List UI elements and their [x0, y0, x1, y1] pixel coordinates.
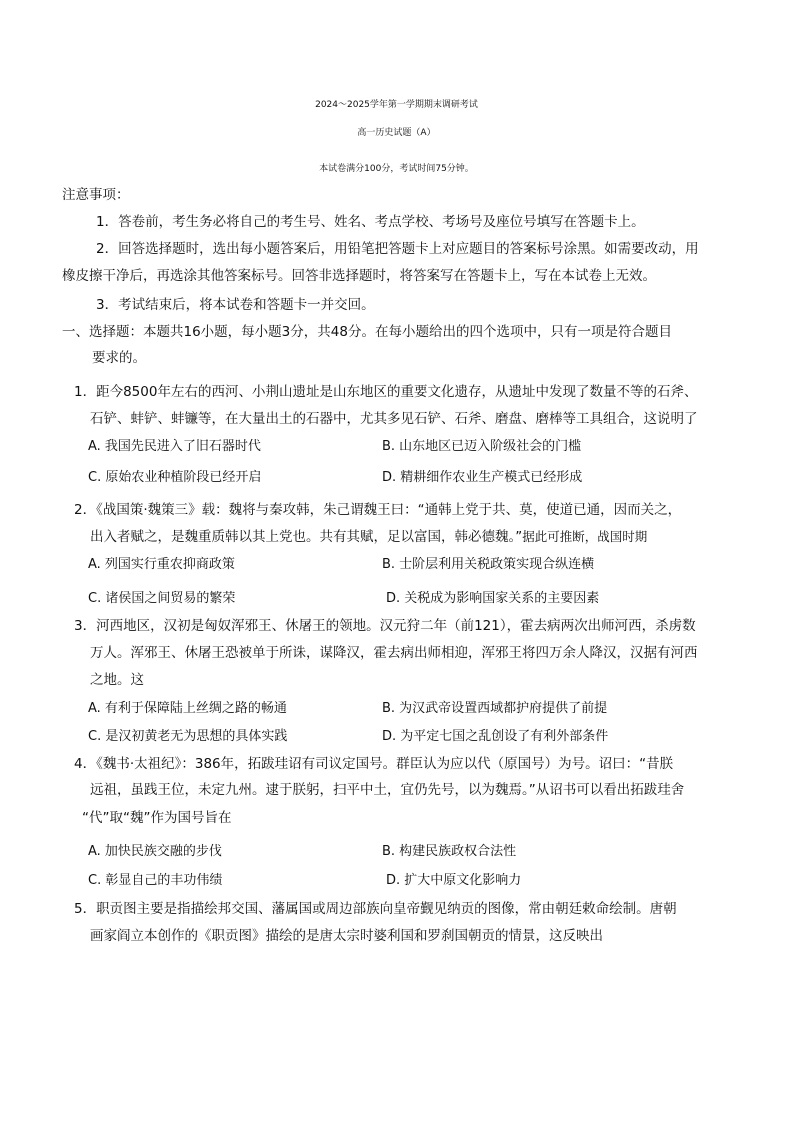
- q2-option-d: D. 关税成为影响国家关系的主要因素: [386, 591, 600, 606]
- section-1-line-2: 要求的。: [92, 350, 146, 366]
- q5-line-1: 5．职贡图主要是指描绘邦交国、藩属国或周边部族向皇帝觐见纳贡的图像，常由朝廷敕命绘制。唐朝: [74, 901, 677, 917]
- q4-line-3: “代”取“魏”作为国号旨在: [82, 810, 232, 826]
- q2-line-1: 2．《战国策·魏策三》载：魏将与秦攻韩，朱己谓魏王曰：“通韩上党于共、莫，使道已通，因而关之，: [74, 502, 682, 518]
- note-item-1: 1．答卷前，考生务必将自己的考生号、姓名、考点学校、考场号及座位号填写在答题卡上。: [96, 214, 645, 230]
- q1-line-1: 1．距今8500年左右的西河、小荆山遗址是山东地区的重要文化遗存，从遗址中发现了数量不等的石斧、: [74, 384, 698, 400]
- q4-option-b: B. 构建民族政权合法性: [382, 844, 517, 859]
- q4-option-d: D. 扩大中原文化影响力: [386, 873, 522, 888]
- q2-option-c: C. 诸侯国之间贸易的繁荣: [88, 591, 236, 606]
- note-item-2-line-1: 2．回答选择题时，选出每小题答案后，用铅笔把答题卡上对应题目的答案标号涂黑。如需要改动，用: [96, 241, 699, 257]
- q2-option-a: A. 列国实行重农抑商政策: [88, 557, 235, 572]
- q1-option-c: C. 原始农业种植阶段已经开启: [88, 470, 262, 485]
- q1-option-d: D. 精耕细作农业生产模式已经形成: [382, 470, 583, 485]
- q3-line-1: 3．河西地区，汉初是匈奴浑邪王、休屠王的领地。汉元狩二年（前121），霍去病两次出师河西，杀虏数: [74, 618, 696, 634]
- q3-option-c: C. 是汉初黄老无为思想的具体实践: [88, 729, 288, 744]
- q2-line-2-main: 出入者赋之，是魏重质韩以其上党也。共有其赋，足以富国，韩必德魏。”: [90, 529, 523, 545]
- note-item-2-line-2: 橡皮擦干净后，再选涂其他答案标号。回答非选择题时，将答案写在答题卡上，写在本试卷上无效。: [62, 268, 656, 284]
- q4-line-2: 远祖，虽践王位，未定九州。逮于朕躬，扫平中土，宜仍先号，以为魏焉。”从诏书可以看出拓跋珪舍: [90, 782, 685, 798]
- note-item-3: 3．考试结束后，将本试卷和答题卡一并交回。: [96, 297, 375, 313]
- q4-line-1: 4．《魏书·太祖纪》：386年，拓跋珪诏有司议定国号。群臣认为应以代（原国号）为号。诏曰：“昔朕: [74, 756, 674, 772]
- q3-line-2: 万人。浑邪王、休屠王恐被单于所诛，谋降汉，霍去病出师相迎，浑邪王将四万余人降汉，汉据有河西: [90, 645, 698, 661]
- q1-option-b: B. 山东地区已迈入阶级社会的门槛: [382, 439, 582, 454]
- q1-option-a: A. 我国先民进入了旧石器时代: [88, 439, 261, 454]
- exam-title: 2024～2025学年第一学期期末调研考试: [315, 100, 478, 110]
- q3-option-a: A. 有利于保障陆上丝绸之路的畅通: [88, 701, 287, 716]
- q2-line-2: [90, 528, 647, 546]
- q2-option-b: B. 士阶层利用关税政策实现合纵连横: [382, 557, 595, 572]
- q1-line-2: 石铲、蚌铲、蚌镰等，在大量出土的石器中，尤其多见石铲、石斧、磨盘、磨棒等工具组合，这说明了: [90, 411, 698, 427]
- q3-option-d: D. 为平定七国之乱创设了有利外部条件: [382, 729, 609, 744]
- notes-heading: 注意事项：: [62, 187, 130, 203]
- q4-option-c: C. 彰显自己的丰功伟绩: [88, 873, 223, 888]
- exam-subtitle: 高一历史试题（A）: [357, 128, 436, 138]
- q3-line-3: 之地。这: [90, 672, 144, 688]
- q2-line-2-tail: 据此可推断，战国时期: [522, 529, 648, 544]
- q3-option-b: B. 为汉武帝设置西域都护府提供了前提: [382, 701, 608, 716]
- q4-option-a: A. 加快民族交融的步伐: [88, 844, 222, 859]
- section-1-line-1: 一、选择题：本题共16小题，每小题3分，共48分。在每小题给出的四个选项中，只有一项是符合题目: [62, 324, 672, 340]
- q5-line-2: 画家阎立本创作的《职贡图》描绘的是唐太宗时婆利国和罗刹国朝贡的情景，这反映出: [90, 928, 603, 944]
- exam-info: 本试卷满分100分，考试时间75分钟。: [319, 164, 474, 174]
